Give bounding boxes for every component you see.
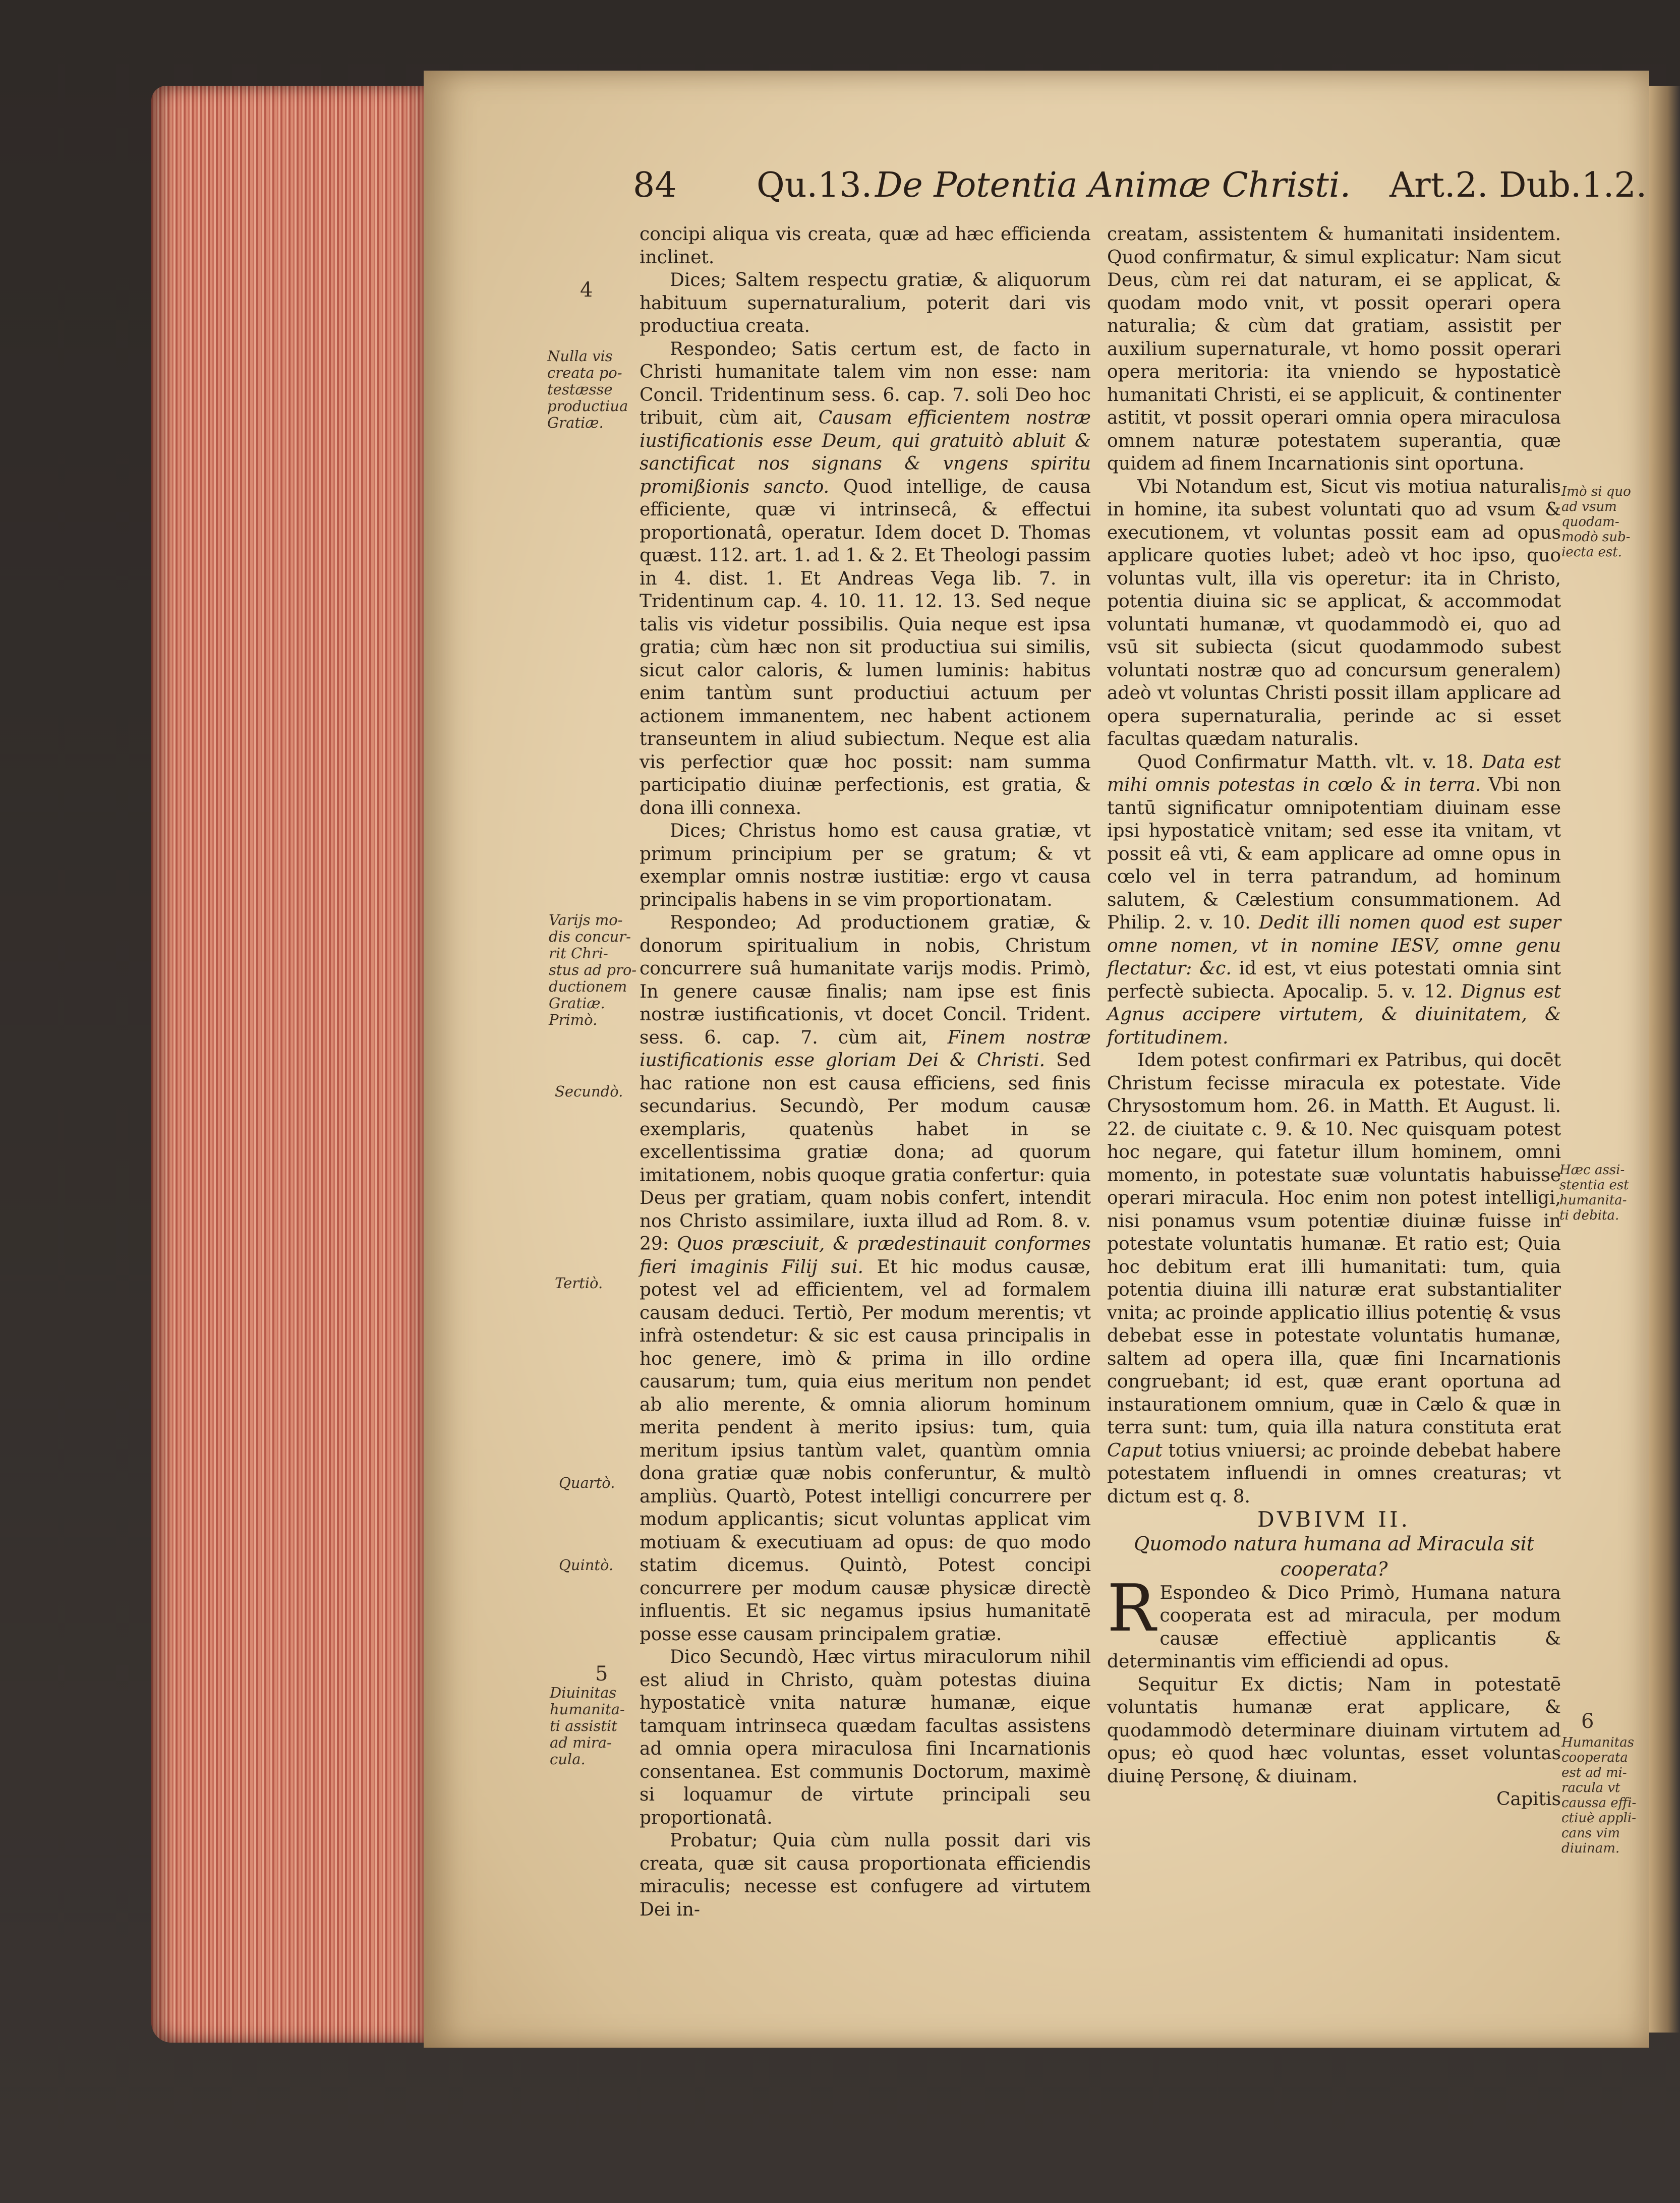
marginal-note: Quintò. [559, 1556, 614, 1574]
marginal-note: Humanitas cooperata est ad mi- racula vt caussa effi- ctiuè appli- cans vim diuinam. [1561, 1735, 1637, 1856]
article-label: Art.2. Dub.1.2. [1389, 165, 1647, 205]
catchword: Capitis [1496, 1789, 1561, 1810]
text-run: Respondeo; Ad productionem gratiæ, & donorum spiritualium in nobis, Christum concurrere suâ humanitate varijs modis. Primò, In genere causæ finalis; nam ipse est finis nostræ iustificationis, vt docet Concil. Trident. sess. 6. cap. 7. cùm ait, [640, 912, 1091, 1048]
left-column [640, 223, 1091, 1920]
section-question: Quomodo natura humana ad Miracula sit cooperata? [1134, 1532, 1534, 1580]
marginal-number: 5 [595, 1662, 608, 1686]
marginal-note: Secundò. [555, 1083, 623, 1100]
text-run: id est, vt eius potestati omnia sint perfectè subiecta. Apocalip. 5. v. 12. [1107, 958, 1561, 1002]
quotation: Dignus est Agnus accipere virtutem, & diuinitatem, & fortitudinem. [1107, 981, 1561, 1048]
paragraph [1107, 1049, 1561, 1508]
page-number: 84 [633, 165, 677, 205]
text-run: Idem potest confirmari ex Patribus, qui docēt Christum fecisse miracula ex potestate. Vide Chrysostomum hom. 26. in Matth. Et August. li. 22. de ciuitate c. 9. & 10. Nec quisquam potest hoc negare, qui fatetur illum hominem, omni momento, in potestate suæ voluntatis habuisse operari miracula. Hoc enim non potest intelligi, nisi ponamus vsum potentiæ diuinæ fuisse in potestate voluntatis humanæ. Et ratio est; Quia hoc debitum erat illi humanitati: tum, quia potentia diuina illi naturæ erat substantialiter vnita; ac proinde applicatio illius potentię & vsus debebat esse in potestate voluntatis humanæ, saltem ad opera illa, quæ fini Incarnationis congruebant; id est, quæ erant oportuna ad instaurationem omnium, quæ in Cælo & quæ in terra sunt: tum, quia illa natura constituta erat [1107, 1050, 1561, 1438]
section-heading: DVBIVM II. [1257, 1507, 1411, 1532]
text-run: Quod intellige, de causa efficiente, quæ vi intrinsecâ, & effectui proportionatâ, operatur. Idem docet D. Thomas quæst. 112. art. 1. ad 1. & 2. Et Theologi passim in 4. dist. 1. Et Andreas Vega lib. 7. in Tridentinum cap. 4. 10. 11. 12. 13. Sed neque talis vis videtur possibilis. Quia neque est ipsa gratia; cùm hæc non sit productiua sui similis, sicut calor caloris, & lumen luminis: habitus enim tantùm sunt productiui actuum per actionem immanentem, nec habent actionem transeuntem in aliud subiectum. Neque est alia vis perfectior quæ hoc possit: nam summa participatio diuinæ perfectionis, est gratia, & dona illi connexa. [640, 476, 1091, 819]
paragraph [1107, 1571, 1561, 1673]
marginal-note: Nulla vis creata po- testæsse productiua Gratiæ. [547, 347, 628, 431]
running-head [633, 165, 1647, 211]
facing-page-edge [1649, 86, 1680, 2033]
text-run: totius vniuersi; ac proinde debebat habere potestatem influendi in omnes creaturas; vt dictum est q. 8. [1107, 1440, 1561, 1507]
paragraph: Vbi Notandum est, Sicut vis motiua naturalis in homine, ita subest voluntati quo ad vsum & executionem, vt voluntas possit eam ad opus applicare quoties lubet; adeò vt hoc ipso, quo voluntas vult, illa vis operetur: ita in Christo, potentia diuina sic se applicat, & accommodat voluntati humanæ, vt quodammodò ei, quo ad vsū sit subiecta (sicut quodammodo subest voluntati nostræ quo ad concursum generalem) adeò vt voluntas Christi possit illam applicare ad opera supernaturalia, perinde ac si esset facultas quædam naturalis. [1107, 476, 1561, 749]
text-run: Et hic modus causæ, potest vel ad efficientem, vel ad formalem causam deduci. Tertiò, Per modum merentis; vt infrà ostendetur: & sic est causa principalis in hoc genere, imò & prima in illo ordine causarum; tum, quia eius meritum non pendet ab alio merente, & omnia aliorum hominum merita pendent à merito ipsius: tum, quia meritum ipsius tantùm valet, quantùm omnia dona gratiæ quæ nobis conferuntur, & multò ampliùs. Quartò, Potest intelligi concurrere per modum applicantis; sicut voluntas applicat vim motiuam & executiuam ad opus: de quo modo statim dicemus. Quintò, Potest concipi concurrere per modum causæ physicæ directè influentis. Et sic negamus ipsius humanitatē posse esse causam principalem gratiæ. [640, 1256, 1091, 1645]
marginal-note: Varijs mo- dis concur- rit Chri- stus ad pro- ductionem Gratiæ. Primò. [549, 911, 637, 1028]
quotation: Data est mihi omnis potestas in cœlo & in terra. [1107, 751, 1561, 795]
paragraph: Dices; Saltem respectu gratiæ, & aliquorum habituum supernaturalium, poterit dari vis productiua creata. [640, 270, 1091, 336]
marginal-note: Imò si quo ad vsum quodam- modò sub- iecta est. [1561, 484, 1631, 560]
paragraph: Sequitur Ex dictis; Nam in potestatē voluntatis humanæ erat applicare, & quodammodò determinare diuinam virtutem ad opus; eò quod hæc voluntas, esset voluntas diuinę Personę, & diuinam. [1107, 1674, 1561, 1787]
marginal-note: Quartò. [559, 1474, 615, 1491]
marginal-number: 6 [1581, 1710, 1594, 1733]
emphasis: Caput [1107, 1440, 1163, 1461]
quotation: Quos præsciuit, & prædestinauit conformes fieri imaginis Filij sui. [640, 1234, 1091, 1278]
paragraph [640, 338, 1091, 820]
right-column [1107, 223, 1561, 1907]
book-page-edges [151, 86, 434, 2043]
paragraph [640, 911, 1091, 1646]
paragraph: Dices; Christus homo est causa gratiæ, vt primum principium per se gratum; & vt exemplar omnis nostræ iustitiæ: ergo vt causa principalis habens in se vim proportionatam. [640, 821, 1091, 910]
quotation: Causam efficientem nostræ iustificationis esse Deum, qui gratuitò abluit & sanctificat nos signans & vngens spiritu promißionis sancto. [640, 408, 1091, 497]
paragraph: creatam, assistentem & humanitati insidentem. Quod confirmatur, & simul explicatur: Nam sicut Deus, cùm rei dat naturam, ei se applicat, & quodam modo vnit, vt possit operari opera naturalia; & cùm dat gratiam, assistit per auxilium supernaturale, vt homo possit operari opera meritoria: ita vniendo se hypostaticè humanitati Christi, ei se applicuit, & continenter astitit, vt possit operari omnia opera miraculosa omnem naturæ potestatem superantia, quæ quidem ad finem Incarnationis sint oportuna. [1107, 224, 1561, 474]
text-run: Respondeo; Satis certum est, de facto in Christi humanitate talem vim non esse: nam Concil. Tridentinum sess. 6. cap. 7. soli Deo hoc tribuit, cùm ait, [640, 338, 1091, 428]
question-label: Qu.13. [757, 165, 873, 205]
paragraph: Dico Secundò, Hæc virtus miraculorum nihil est aliud in Christo, quàm potestas diuina hypostaticè vnita naturæ humanæ, eique tamquam intrinseca quædam facultas assistens ad omnia opera miraculosa fini Incarnationis consentanea. Est communis Doctorum, maximè si loquamur de virtute principali seu proportionatâ. [640, 1647, 1091, 1828]
text-run: Vbi non tantū significatur omnipotentiam diuinam esse ipsi hypostaticè vnitam; sed esse ita vnitam, vt possit eâ vti, & eam applicare ad omne opus in cœlo vel in terra patrandum, ad hominum salutem, & Cælestium consummationem. Ad Philip. 2. v. 10. [1107, 775, 1561, 933]
text-run: Espondeo & Dico Primò, Humana natura cooperata est ad miracula, per modum causæ effectiuè applicantis & determinantis vim efficiendi ad opus. [1107, 1582, 1561, 1672]
text-run: Sed hac ratione non est causa efficiens, sed finis secundarius. Secundò, Per modum causæ exemplaris, quatenùs habet in se excellentissima gratiæ dona; ad quorum imitationem, nobis quoque gratia confertur: quia Deus per gratiam, quam nobis confert, intendit nos Christo assimilare, iuxta illud ad Rom. 8. v. 29: [640, 1050, 1091, 1254]
paragraph: concipi aliqua vis creata, quæ ad hæc efficienda inclinet. [640, 224, 1091, 268]
paragraph: Probatur; Quia cùm nulla possit dari vis creata, quæ sit causa proportionata efficiendis miraculis; necesse est confugere ad virtutem Dei in- [640, 1830, 1091, 1920]
marginal-note: Tertiò. [555, 1274, 603, 1292]
marginal-note: Diuinitas humanita- ti assistit ad mira- cula. [550, 1684, 625, 1768]
marginal-number: 4 [580, 278, 593, 302]
drop-cap: R [1107, 1571, 1156, 1646]
text-run: Quod Confirmatur Matth. vlt. v. 18. [1137, 751, 1474, 773]
quotation: Dedit illi nomen quod est super omne nomen, vt in nomine IESV, omne genu flectatur: &c. [1107, 912, 1561, 979]
page-title: De Potentia Animæ Christi. [875, 165, 1351, 205]
quotation: Finem nostræ iustificationis esse gloriam Dei & Christi. [640, 1027, 1091, 1071]
paragraph [1107, 751, 1561, 1050]
marginal-note: Hæc assi- stentia est humanita- ti debita. [1559, 1163, 1629, 1223]
